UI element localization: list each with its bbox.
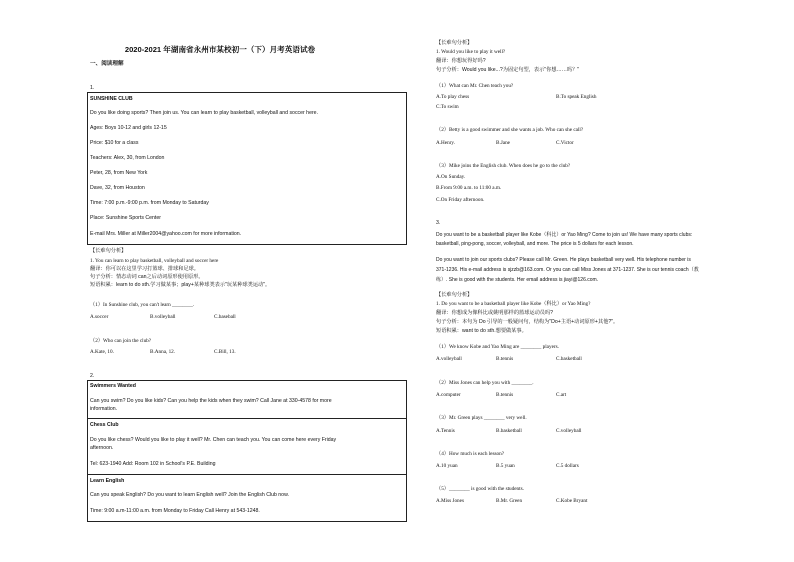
question-number: 3. xyxy=(436,220,441,226)
option: C.art xyxy=(556,392,567,398)
table-row-heading: Swimmers Wanted xyxy=(90,383,136,389)
question-text: （3）Mr. Green plays ________ very well. xyxy=(436,415,527,421)
option: C.5 dollars xyxy=(556,463,579,469)
table-divider xyxy=(87,474,407,475)
page-title: 2020-2021 年湖南省永州市某校初一（下）月考英语试卷 xyxy=(124,45,316,54)
analysis-line: 翻译：你可以在这里学习打篮球、排球和足球。 xyxy=(90,266,199,272)
analysis-line: 1. You can learn to play basketball, volleyball and soccer here xyxy=(90,258,219,264)
question-text: （3）Mike joins the English club. When does he go to the club? xyxy=(436,163,571,169)
option: A.Henry. xyxy=(436,140,455,146)
question-text: （2）Who can join the club? xyxy=(90,338,152,344)
question-text: （1）We know Kobe and Yao Ming are ________ players. xyxy=(436,344,559,350)
table-row-text: Time: 9:00 a.m-11:00 a.m. from Monday to Friday Call Henry at 543-1248. xyxy=(90,508,260,514)
analysis-line: 翻译：你想玩得好吗? xyxy=(436,58,486,64)
box-line: Time: 7:00 p.m.-9:00 p.m. from Monday to Saturday xyxy=(90,200,209,206)
option: B.From 9:00 a.m. to 11:00 a.m. xyxy=(436,185,502,191)
option: A.Kate, 10. xyxy=(90,349,114,355)
box-line: Teachers: Alex, 30, from London xyxy=(90,155,165,161)
question-text: （2）Miss Jones can help you with ________. xyxy=(436,380,534,386)
option: C.To swim xyxy=(436,104,459,110)
option: B.Mr. Green xyxy=(496,498,523,504)
option: B.basketball xyxy=(496,428,522,434)
option: C.Kobe Bryant xyxy=(556,498,588,504)
option: B.tennis xyxy=(496,356,514,362)
box-line: Place: Sunshine Sports Center xyxy=(90,215,161,221)
option: A.soccer xyxy=(90,314,109,320)
question-text: （5）________ is good with the students. xyxy=(436,486,524,492)
question-text: （1）In Sunshine club, you can't learn ________. xyxy=(90,302,195,308)
analysis-line: 1. Would you like to play it well? xyxy=(436,49,506,55)
analysis-line: 短语积累：want to do sth.想要做某事。 xyxy=(436,328,527,334)
option: B.5 yuan xyxy=(496,463,515,469)
analysis-heading: 【长难句分析】 xyxy=(90,248,127,254)
passage-line: 371-1236. His e-mail address is sjzzb@163.com. Or you can call Miss Jones at 371-1237. She is our tennis coach（教 xyxy=(436,267,699,273)
option: B.Anna, 12. xyxy=(150,349,176,355)
question-number: 1. xyxy=(90,85,95,91)
option: A.computer xyxy=(436,392,461,398)
option: B.Jane xyxy=(496,140,510,146)
analysis-line: 句子分析：Would you like...?为固定句型，表示"你想……吗？" xyxy=(436,67,580,73)
option: B.To speak English xyxy=(556,94,597,100)
option: C.Bill, 13. xyxy=(214,349,236,355)
passage-line: basketball, ping-pong, soccer, volleyball, and more. The price is 5 dollars for each lesson. xyxy=(436,241,634,247)
table-row-text: afternoon. xyxy=(90,445,114,451)
option: C.basketball xyxy=(556,356,582,362)
option: C.Victor xyxy=(556,140,574,146)
box-line: Peter, 28, from New York xyxy=(90,170,148,176)
question-text: （1）What can Mr. Chen teach you? xyxy=(436,83,514,89)
analysis-line: 翻译：你想成为像科比或姚明那样的篮球运动员吗? xyxy=(436,310,554,316)
table-row-text: information. xyxy=(90,406,118,412)
option: A.volleyball xyxy=(436,356,462,362)
table-row-text: Can you swim? Do you like kids? Can you help the kids when they swim? Call Jane at 330-4578 for more xyxy=(90,398,332,404)
option: A.On Sunday. xyxy=(436,174,466,180)
table-row-text: Can you speak English? Do you want to learn English well? Join the English Club now. xyxy=(90,492,289,498)
box-title: SUNSHINE CLUB xyxy=(90,96,133,102)
box-line: Price: $10 for a class xyxy=(90,140,139,146)
option: B.volleyball xyxy=(150,314,176,320)
analysis-line: 1. Do you want to be a basketball player like Kobe（科比）or Yao Ming? xyxy=(436,301,591,307)
section-heading: 一、阅读理解 xyxy=(90,61,124,67)
table-divider xyxy=(87,418,407,419)
passage-line: Do you want to join our sports clubs? Please call Mr. Green. He plays basketball very well. His telephone number is xyxy=(436,257,691,263)
table-row-text: Do you like chess? Would you like to play it well? Mr. Chen can teach you. You can come here every Friday xyxy=(90,437,337,443)
question-text: （4）How much is each lesson? xyxy=(436,451,504,457)
analysis-line: 短语积累：learn to do sth.学习做某事；play+某种球类表示"玩某种球类运动"。 xyxy=(90,282,271,288)
option: C.volleyball xyxy=(556,428,582,434)
box-line: Ages: Boys 10-12 and girls 12-15 xyxy=(90,125,167,131)
question-number: 2. xyxy=(90,373,95,379)
analysis-heading: 【长难句分析】 xyxy=(436,292,473,298)
option: A.To play chess xyxy=(436,94,470,100)
table-row-heading: Chess Club xyxy=(90,422,119,428)
box-line: Do you like doing sports? Then join us. You can learn to play basketball, volleyball and soccer here. xyxy=(90,110,319,116)
analysis-line: 句子分析：本句为 Do 引导的一般疑问句，结构为"Do+主语+动词原形+其他?"。 xyxy=(436,319,619,325)
option: A.10 yuan xyxy=(436,463,458,469)
box-line: E-mail Mrs. Miller at Miller2004@yahoo.com for more information. xyxy=(90,231,242,237)
box-line: Dave, 32, from Houston xyxy=(90,185,145,191)
option: C.baseball xyxy=(214,314,236,320)
passage-line: 练）. She is good with the students. Her email address is jiayi@126.com. xyxy=(436,277,599,283)
option: A.Miss Jones xyxy=(436,498,464,504)
analysis-heading: 【长难句分析】 xyxy=(436,40,473,46)
question-text: （2）Betty is a good swimmer and she wants a job. Who can she call? xyxy=(436,127,584,133)
table-row-text: Tel: 623-1940 Add: Room 102 in School's P.E. Building xyxy=(90,461,216,467)
option: C.On Friday afternoon. xyxy=(436,197,485,203)
analysis-line: 句子分析：情态动词 can之后动词原形使用原形。 xyxy=(90,274,204,280)
passage-line: Do you want to be a basketball player like Kobe（科比）or Yao Ming? Come to join us! We have many sports clubs: xyxy=(436,232,693,238)
option: A.Tennis xyxy=(436,428,455,434)
table-row-heading: Learn English xyxy=(90,478,125,484)
option: B.tennis xyxy=(496,392,514,398)
